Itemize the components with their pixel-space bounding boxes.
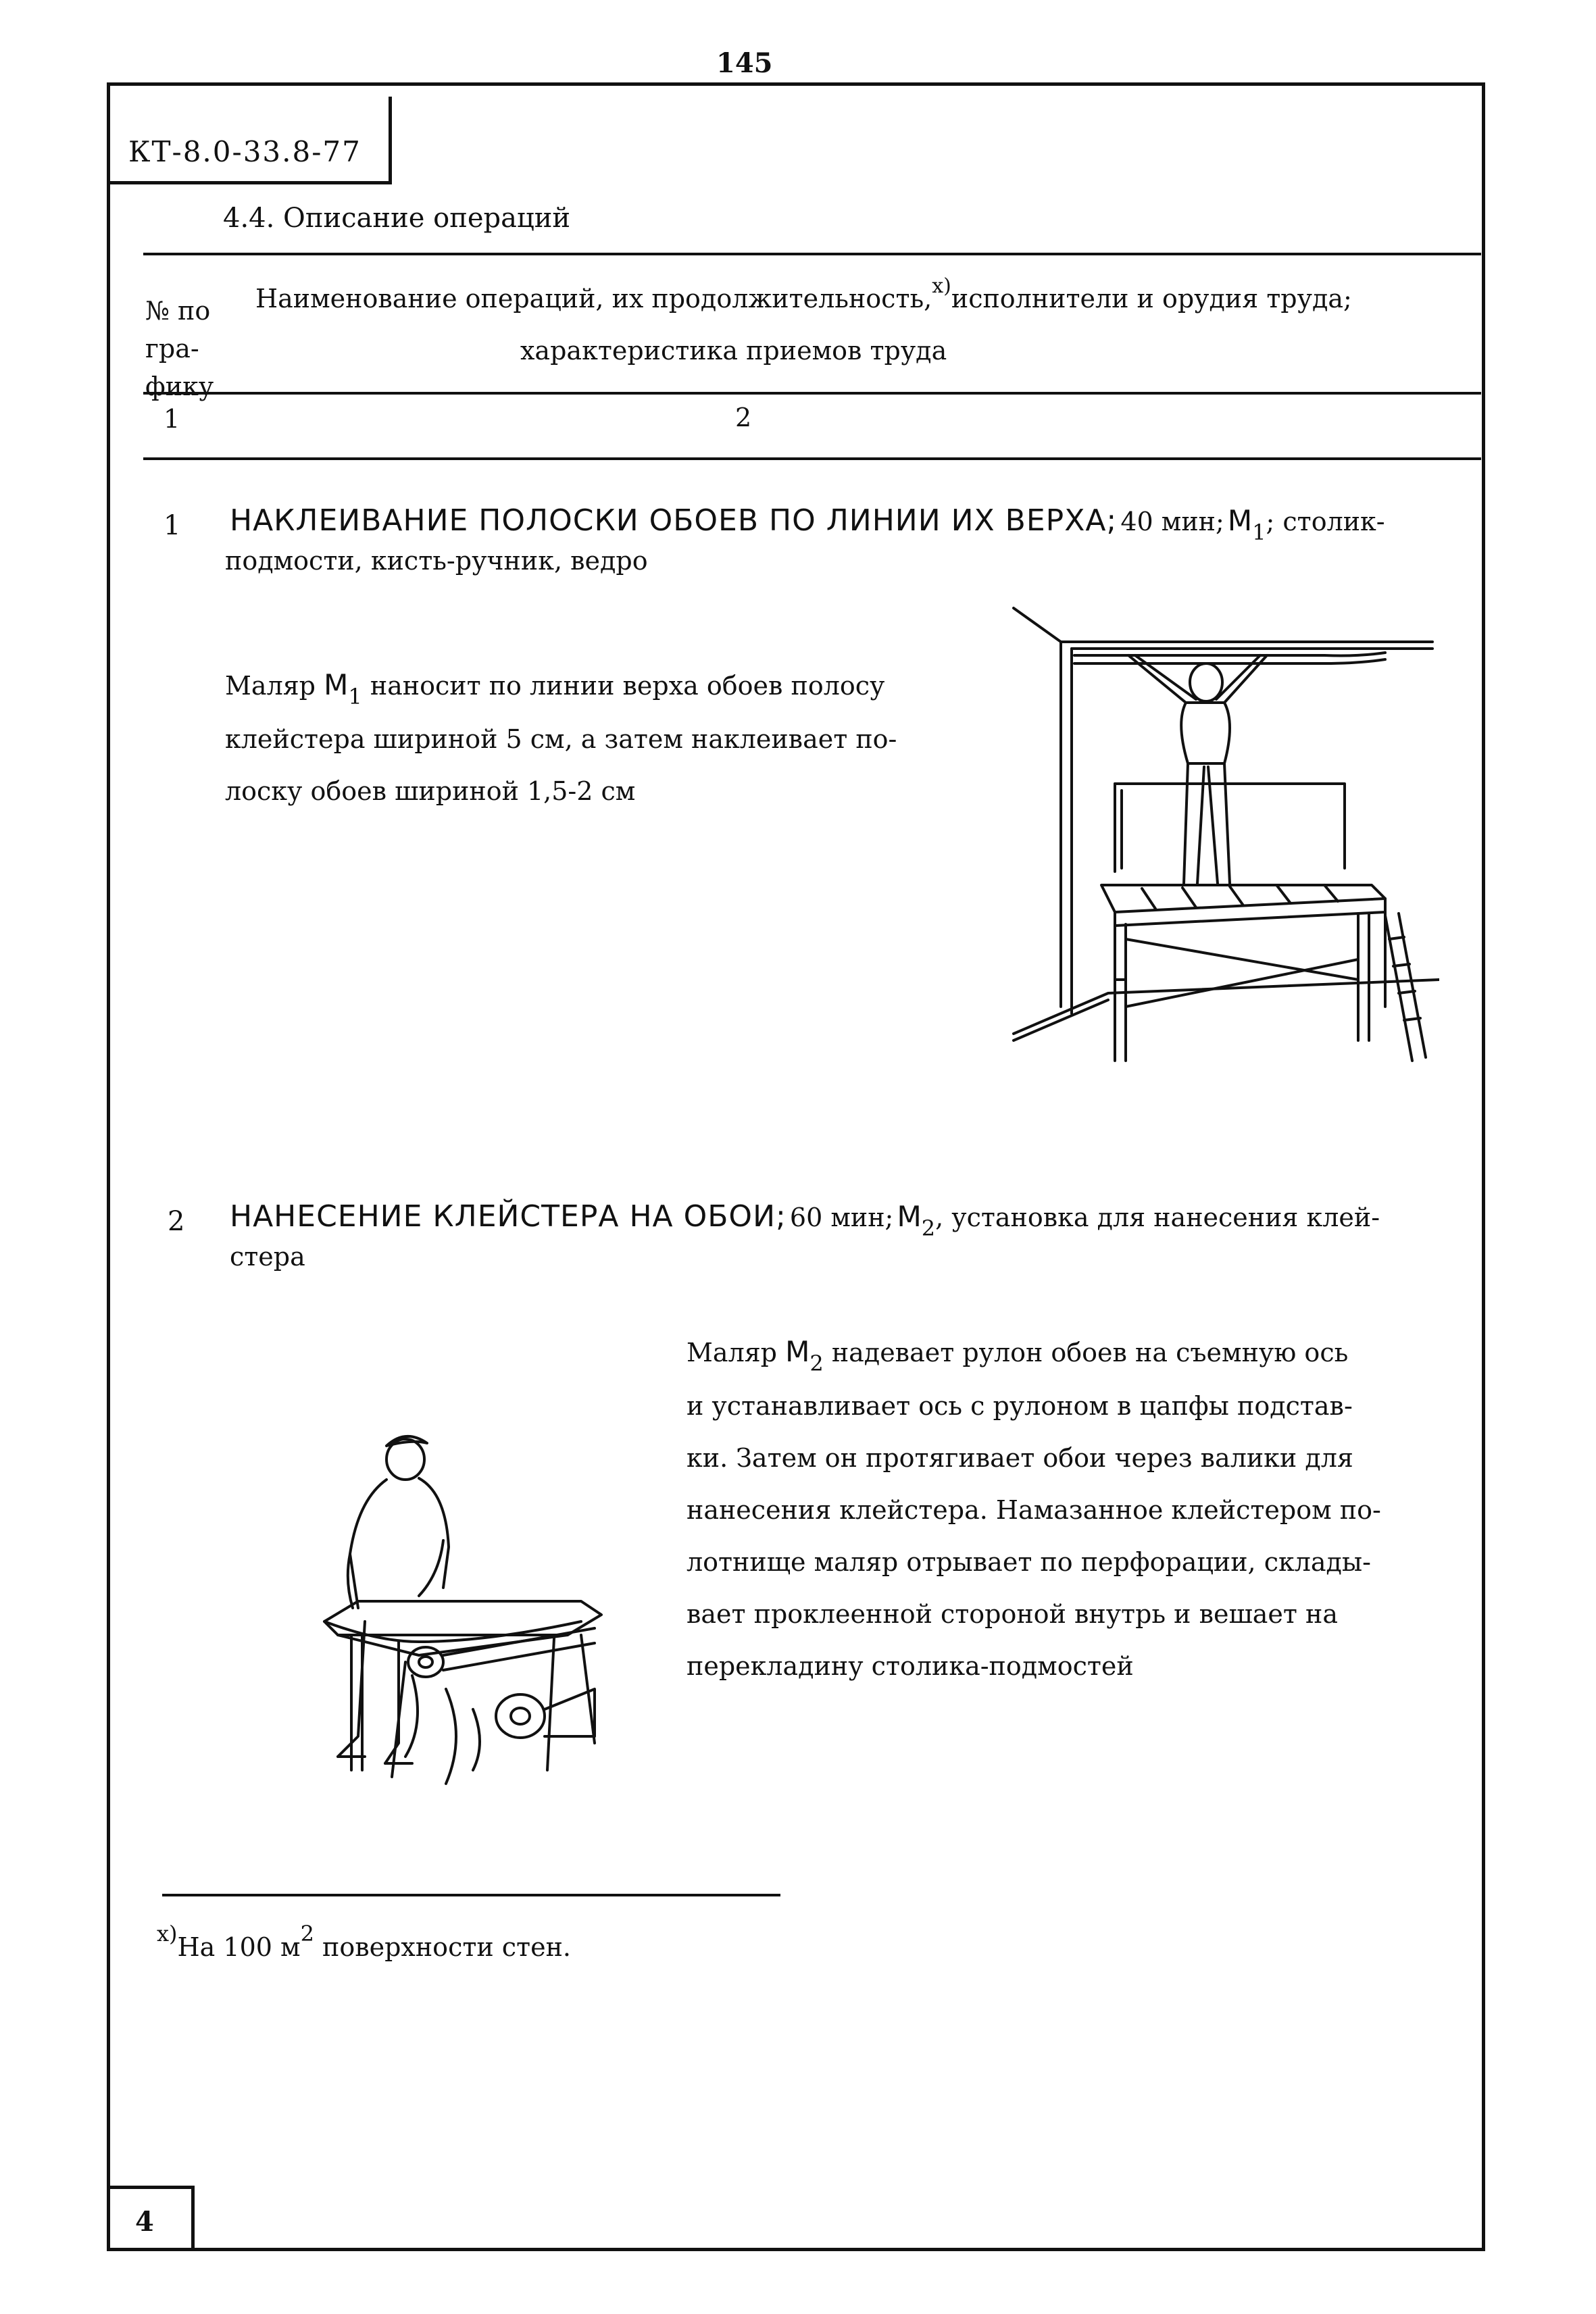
- op2-desc-line5: лотнище маляр отрывает по перфорации, склады-: [687, 1547, 1372, 1577]
- op1-desc-line1: Маляр $М_1$ наносит по линии верха обоев полосу: [225, 668, 885, 709]
- painter-at-pasting-machine-illustration: [311, 1419, 622, 1811]
- op2-desc-line1: Маляр $М_2$ надевает рулон обоев на съемную ось: [687, 1335, 1349, 1376]
- table-header-mid-rule: [143, 392, 1481, 395]
- operation-1-description: [225, 659, 1002, 818]
- header-col1-line2: гра-: [145, 334, 199, 363]
- column-number-1: 1: [164, 404, 180, 434]
- operation-2-number: 2: [168, 1206, 185, 1237]
- header-col1: [145, 292, 214, 405]
- painter-on-scaffold-illustration: [1007, 601, 1439, 1074]
- header-col1-line1: № по: [145, 296, 211, 326]
- header-col2-line1: Наименование операций, их продолжительность,$^{х)}$исполнители и орудия труда;: [255, 274, 1352, 313]
- operation-2-description: [687, 1326, 1464, 1692]
- section-title: 4.4. Описание операций: [223, 203, 571, 234]
- header-col1-line3: фику: [145, 372, 214, 401]
- op2-desc-line7: перекладину столика-подмостей: [687, 1651, 1134, 1681]
- table-header-top-rule: [143, 253, 1481, 255]
- operation-1-number: 1: [164, 510, 181, 541]
- op1-desc-line3: лоску обоев шириной 1,5-2 см: [225, 776, 636, 806]
- op2-desc-line2: и устанавливает ось с рулоном в цапфы подстав-: [687, 1391, 1353, 1421]
- page-number: 145: [716, 47, 773, 79]
- doc-code: КТ-8.0-33.8-77: [128, 135, 361, 168]
- op2-desc-line3: ки. Затем он протягивает обои через валики для: [687, 1443, 1353, 1473]
- operation-2-title: НАНЕСЕНИЕ КЛЕЙСТЕРА НА ОБОИ; 60 мин; М2, установка для нанесения клей-: [230, 1199, 1380, 1241]
- operation-2-tools: стера: [230, 1242, 305, 1272]
- table-header-bottom-rule: [143, 457, 1481, 460]
- op2-desc-line6: вает проклеенной стороной внутрь и вешает на: [687, 1599, 1339, 1629]
- footnote: $^{х)}$На 100 м$^2$ поверхности стен.: [157, 1921, 571, 1962]
- operation-1-title: НАКЛЕИВАНИЕ ПОЛОСКИ ОБОЕВ ПО ЛИНИИ ИХ ВЕРХА; 40 мин; М1; столик-: [230, 503, 1385, 545]
- header-col2-line2: характеристика приемов труда: [520, 336, 947, 366]
- op1-desc-line2: клейстера шириной 5 см, а затем наклеивает по-: [225, 724, 897, 754]
- sheet-number: 4: [135, 2206, 154, 2238]
- operation-1-tools: подмости, кисть-ручник, ведро: [225, 546, 648, 576]
- footnote-rule: [162, 1894, 780, 1896]
- column-number-2: 2: [735, 403, 752, 432]
- op2-desc-line4: нанесения клейстера. Намазанное клейстером по-: [687, 1495, 1381, 1525]
